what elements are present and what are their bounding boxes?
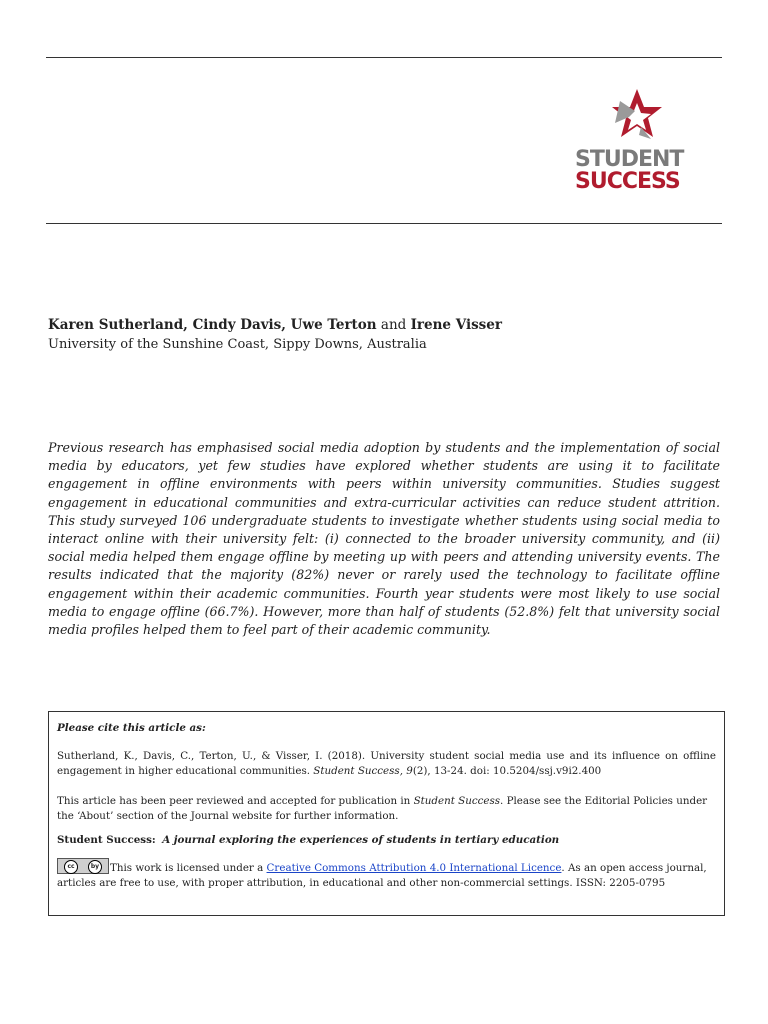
author-name: Karen Sutherland (48, 317, 184, 333)
author-name: Irene Visser (410, 317, 502, 333)
citation-box (48, 711, 725, 916)
author-name: Uwe Terton (290, 317, 377, 333)
author-conjunction: and (380, 317, 407, 333)
citation-heading: Please cite this article as: (57, 722, 206, 734)
journal-tagline: Student Success: A journal exploring the experiences of students in tertiary education (57, 834, 560, 846)
license-note: cc by This work is licensed under a Creative Commons Attribution 4.0 International Licence. As an open access journal, articles are free to use, with proper attribution, in educational and other non-commercial settings. ISSN: 2205-0795 (57, 858, 716, 891)
top-rule (46, 57, 722, 58)
author-name: Cindy Davis (192, 317, 282, 333)
logo-word-success: SUCCESS (575, 169, 680, 194)
abstract: Previous research has emphasised social media adoption by students and the implementation of social media by educators, yet few studies have explored whether students are using it to facilitate engagement in offline environments with peers within university communities. Studies suggest engagement in educational communities and extra-curricular activities can reduce student attrition. This study surveyed 106 undergraduate students to investigate whether students using social media to interact online with their university felt: (i) connected to the broader university community, and (ii) social media helped them engage offline by meeting up with peers and attending university events. The results indicated that the majority (82%) never or rarely used the technology to facilitate offline engagement within their academic communities. Fourth year students were most likely to use social media to engage offline (66.7%). However, more than half of students (52.8%) felt that university social media profiles helped them to feel part of their academic community. (48, 440, 720, 638)
cc-by-badge-icon[interactable]: cc by (57, 858, 109, 874)
affiliation: University of the Sunshine Coast, Sippy Downs, Australia (48, 337, 427, 352)
header-bottom-rule (46, 223, 722, 224)
citation-reference: Sutherland, K., Davis, C., Terton, U., & Visser, I. (2018). University student social media use and its influence on offline engagement in higher educational communities. Student Success, 9(2), 13-24. doi: 10.5204/ssj.v9i2.400 (57, 750, 716, 777)
star-logo-icon (611, 87, 663, 143)
student-success-logo (575, 87, 703, 195)
author-list: Karen Sutherland, Cindy Davis, Uwe Terton and Irene Visser (48, 317, 502, 333)
peer-review-note: This article has been peer reviewed and accepted for publication in Student Success. Please see the Editorial Policies under the ‘About’ section of the Journal website for further information. (57, 795, 708, 822)
logo-word-student: STUDENT (575, 147, 684, 172)
cc-license-link[interactable]: Creative Commons Attribution 4.0 International Licence (266, 862, 562, 874)
